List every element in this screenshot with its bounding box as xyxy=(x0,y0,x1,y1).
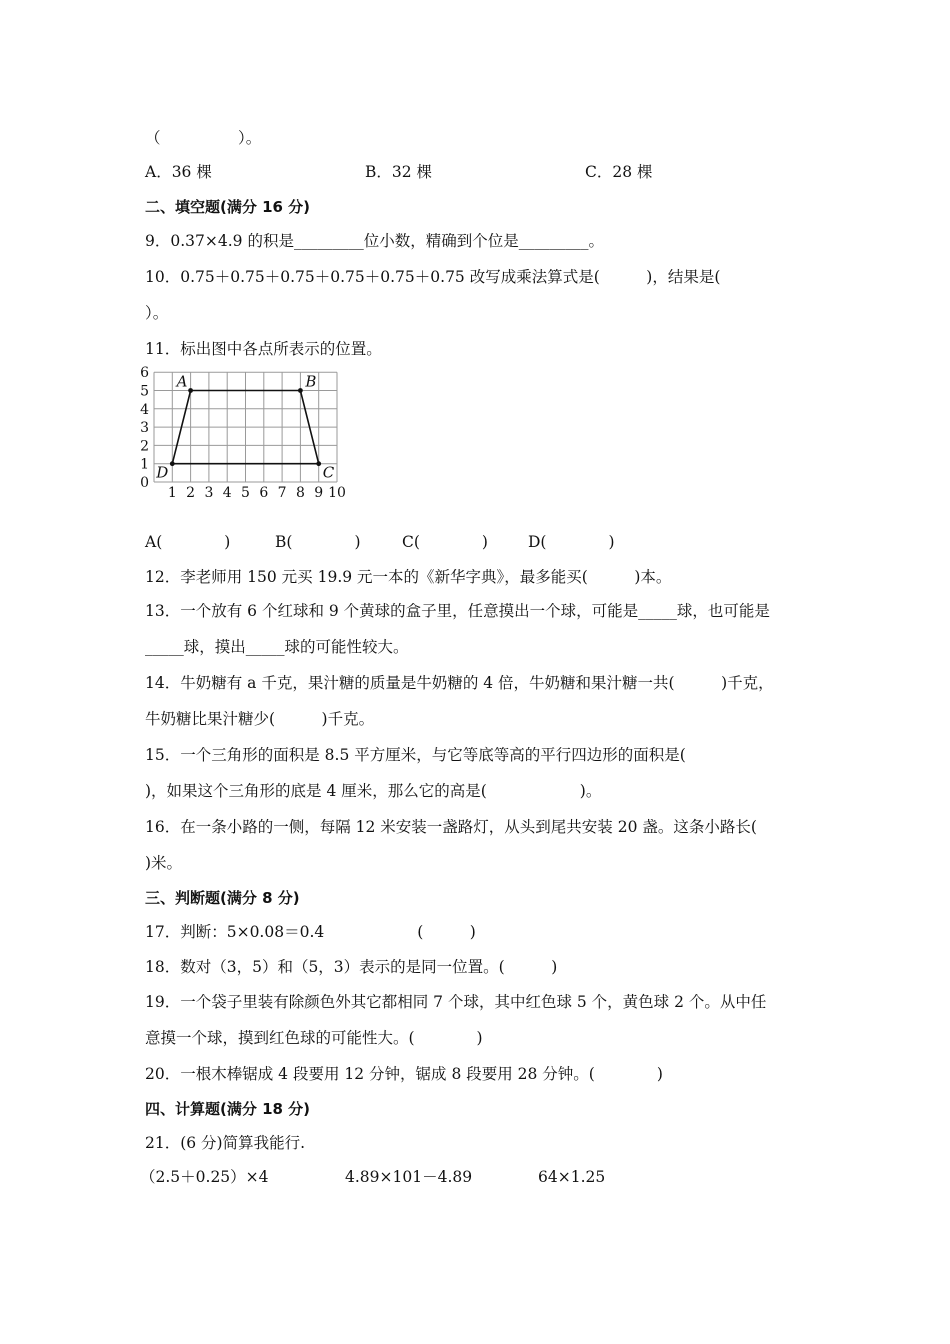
question-8-tail: （ ）。 xyxy=(145,129,262,147)
answer-point-d: D( ) xyxy=(528,533,615,551)
point-label-b: B xyxy=(305,372,317,391)
y-tick-label: 4 xyxy=(140,401,149,418)
question-13-line-1: 13．一个放有 6 个红球和 9 个黄球的盒子里，任意摸出一个球，可能是_____球，也可能是 xyxy=(145,602,770,620)
question-19-line-2: 意摸一个球，摸到红色球的可能性大。( ) xyxy=(145,1029,483,1047)
y-tick-label: 1 xyxy=(140,456,149,473)
point-label-a: A xyxy=(176,372,188,391)
question-12: 12．李老师用 150 元买 19.9 元一本的《新华字典》，最多能买( )本。 xyxy=(145,568,672,586)
question-17: 17．判断：5×0.08＝0.4 ( ) xyxy=(145,923,476,941)
question-21-item-2: 4.89×101－4.89 xyxy=(345,1168,473,1186)
x-tick-label: 10 xyxy=(328,485,346,501)
question-21: 21．(6 分)简算我能行. xyxy=(145,1134,306,1152)
coordinate-grid xyxy=(138,366,358,506)
section-3-title: 三、判断题(满分 8 分) xyxy=(145,889,300,907)
question-8-option-a: A．36 棵 xyxy=(145,163,212,181)
question-16-line-2: )米。 xyxy=(145,854,183,872)
x-tick-label: 1 xyxy=(167,485,177,501)
x-tick-label: 2 xyxy=(186,485,196,501)
x-tick-label: 3 xyxy=(204,485,214,501)
question-20: 20．一根木棒锯成 4 段要用 12 分钟，锯成 8 段要用 28 分钟。( ) xyxy=(145,1065,663,1083)
question-18: 18．数对（3，5）和（5，3）表示的是同一位置。( ) xyxy=(145,958,558,976)
question-19-line-1: 19．一个袋子里装有除颜色外其它都相同 7 个球，其中红色球 5 个，黄色球 2 个。从中任 xyxy=(145,993,767,1011)
question-8-option-b: B．32 棵 xyxy=(365,163,433,181)
question-10-line-1: 10．0.75＋0.75＋0.75＋0.75＋0.75＋0.75 改写成乘法算式是( )，结果是( xyxy=(145,268,721,286)
question-14-line-2: 牛奶糖比果汁糖少( )千克。 xyxy=(145,710,375,728)
y-tick-label: 5 xyxy=(140,383,149,400)
answer-point-a: A( ) xyxy=(145,533,231,551)
point-c xyxy=(316,461,321,466)
y-tick-label: 2 xyxy=(140,438,149,455)
question-11: 11．标出图中各点所表示的位置。 xyxy=(145,340,382,358)
x-tick-label: 7 xyxy=(277,485,287,501)
question-8-option-c: C．28 棵 xyxy=(585,163,653,181)
section-4-title: 四、计算题(满分 18 分) xyxy=(145,1100,311,1118)
question-9: 9．0.37×4.9 的积是_________位小数，精确到个位是_________。 xyxy=(145,232,604,250)
question-14-line-1: 14．牛奶糖有 a 千克，果汁糖的质量是牛奶糖的 4 倍，牛奶糖和果汁糖一共( )千克， xyxy=(145,674,774,692)
x-tick-label: 9 xyxy=(314,485,324,501)
answer-point-c: C( ) xyxy=(402,533,488,551)
question-21-item-1: （2.5＋0.25）×4 xyxy=(140,1168,269,1186)
section-2-title: 二、填空题(满分 16 分) xyxy=(145,198,311,216)
question-10-line-2: ）。 xyxy=(145,304,169,322)
y-tick-label: 3 xyxy=(140,420,149,437)
point-a xyxy=(188,388,193,393)
x-tick-label: 6 xyxy=(259,485,269,501)
x-tick-label: 8 xyxy=(295,485,305,501)
question-15-line-1: 15．一个三角形的面积是 8.5 平方厘米，与它等底等高的平行四边形的面积是( xyxy=(145,746,686,764)
question-13-line-2: _____球，摸出_____球的可能性较大。 xyxy=(145,638,409,656)
y-tick-label: 0 xyxy=(140,475,149,491)
point-b xyxy=(298,388,303,393)
y-tick-label: 6 xyxy=(140,366,149,382)
question-15-line-2: )，如果这个三角形的底是 4 厘米，那么它的高是( )。 xyxy=(145,782,602,800)
question-21-item-3: 64×1.25 xyxy=(538,1168,606,1186)
point-label-c: C xyxy=(322,463,335,482)
answer-point-b: B( ) xyxy=(275,533,361,551)
question-16-line-1: 16．在一条小路的一侧，每隔 12 米安装一盏路灯，从头到尾共安装 20 盏。这条小路长( xyxy=(145,818,757,836)
x-tick-label: 5 xyxy=(241,485,250,501)
x-tick-label: 4 xyxy=(222,485,232,501)
point-label-d: D xyxy=(156,463,169,482)
point-d xyxy=(170,461,175,466)
